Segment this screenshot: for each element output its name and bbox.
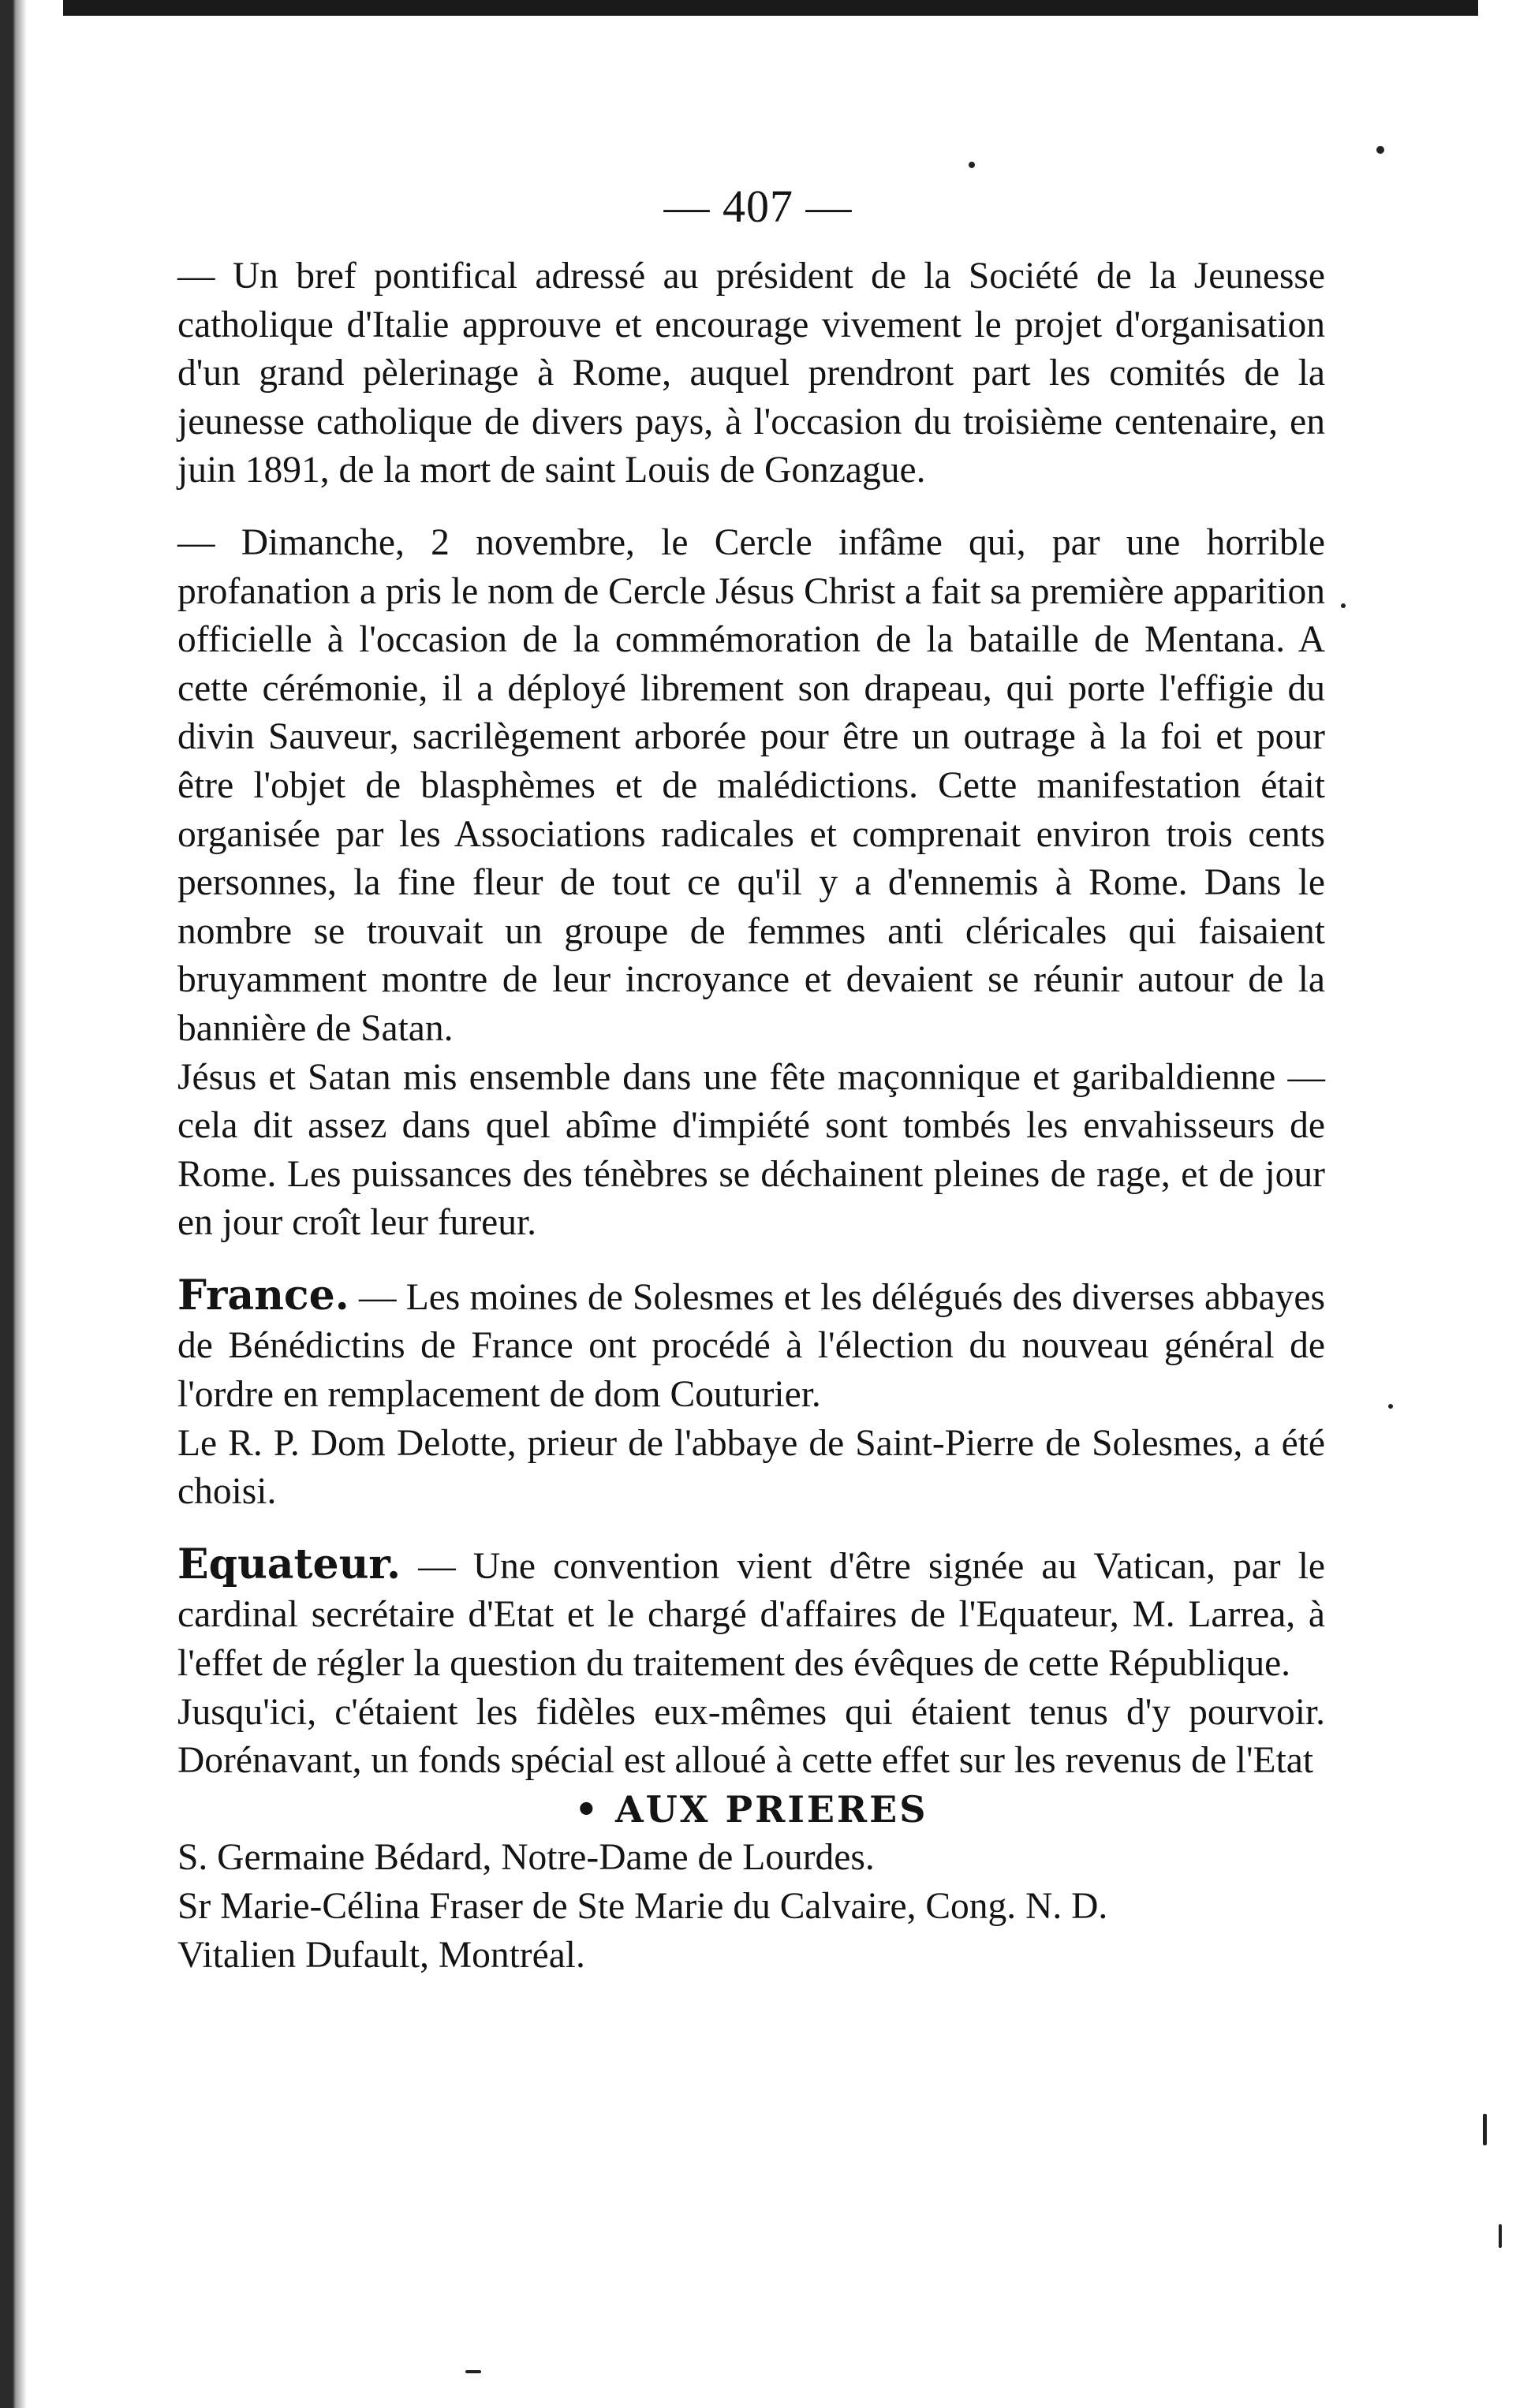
paragraph-jesus-et-satan: Jésus et Satan mis ensemble dans une fête maçonnique et garibaldienne — cela dit assez dans quel abîme d'impiété sont tombés les envahisseurs de Rome. Les puissances des ténèbres se déchainent pleines de rage, et de jour en jour croît leur fureur.	[177, 1056, 1325, 1244]
list-item: Vitalien Dufault, Montréal.	[177, 1934, 585, 1976]
prayer-list	[177, 1834, 1325, 1980]
scan-speck	[465, 2370, 481, 2373]
scan-top-rule	[63, 0, 1478, 16]
article-body	[177, 252, 1325, 1980]
text-france: — Les moines de Solesmes et les délégués des diverses abbayes de Bénédictins de France ont procédé à l'élection du nouveau général de l'ordre en remplacement de dom Couturier.	[177, 1276, 1325, 1416]
paragraph-france	[177, 1271, 1325, 1420]
scan-speck	[1341, 603, 1346, 608]
heading-france: France.	[177, 1271, 349, 1320]
heading-equateur: Equateur.	[177, 1540, 401, 1589]
list-item: S. Germaine Bédard, Notre-Dame de Lourdes.	[177, 1837, 875, 1879]
scan-speck	[1483, 2114, 1487, 2145]
paragraph-jusqu-ici: Jusqu'ici, c'étaient les fidèles eux-mêmes qui étaient tenus d'y pourvoir. Dorénavant, un fonds spécial est alloué à cette effet sur les revenus de l'Etat	[177, 1691, 1325, 1782]
scan-left-edge	[0, 0, 27, 2408]
heading-aux-prieres: • AUX PRIERES	[574, 1787, 928, 1831]
paragraph-cercle-infame: — Dimanche, 2 novembre, le Cercle infâme qui, par une horrible profanation a pris le nom de Cercle Jésus Christ a fait sa première apparition officielle à l'occasion de la commémoration de la bataille de Mentana. A cette cérémonie, il a déployé librement son drapeau, qui porte l'effigie du divin Sauveur, sacrilègement arborée pour être un outrage à la foi et pour être l'objet de blasphèmes et de malédictions. Cette manifestation était organisée par les Associations radicales et comprenait environ trois cents personnes, la fine fleur de tout ce qu'il y a d'ennemis à Rome. Dans le nombre se trouvait un groupe de femmes anti cléricales qui faisaient bruyamment montre de leur incroyance et devaient se réunir autour de la bannière de Satan.	[177, 521, 1325, 1049]
scan-speck	[969, 162, 975, 168]
scan-speck	[1376, 146, 1384, 154]
scan-speck	[1388, 1404, 1393, 1409]
text-equateur: — Une convention vient d'être signée au Vatican, par le cardinal secrétaire d'Etat et le chargé d'affaires de l'Equateur, M. Larrea, à l'effet de régler la question du traitement des évêques de cette République.	[177, 1545, 1325, 1685]
paragraph-delotte: Le R. P. Dom Delotte, prieur de l'abbaye de Saint-Pierre de Solesmes, a été choisi.	[177, 1422, 1325, 1513]
scan-speck	[1499, 2224, 1502, 2248]
list-item: Sr Marie-Célina Fraser de Ste Marie du Calvaire, Cong. N. D.	[177, 1886, 1108, 1927]
paragraph-bref-pontifical: — Un bref pontifical adressé au président de la Société de la Jeunesse catholique d'Italie approuve et encourage vivement le projet d'organisation d'un grand pèlerinage à Rome, auquel prendront part les comités de la jeunesse catholique de divers pays, à l'occasion du troisième centenaire, en juin 1891, de la mort de saint Louis de Gonzague.	[177, 256, 1325, 491]
page-number: — 407 —	[663, 181, 853, 232]
paragraph-equateur	[177, 1540, 1325, 1689]
